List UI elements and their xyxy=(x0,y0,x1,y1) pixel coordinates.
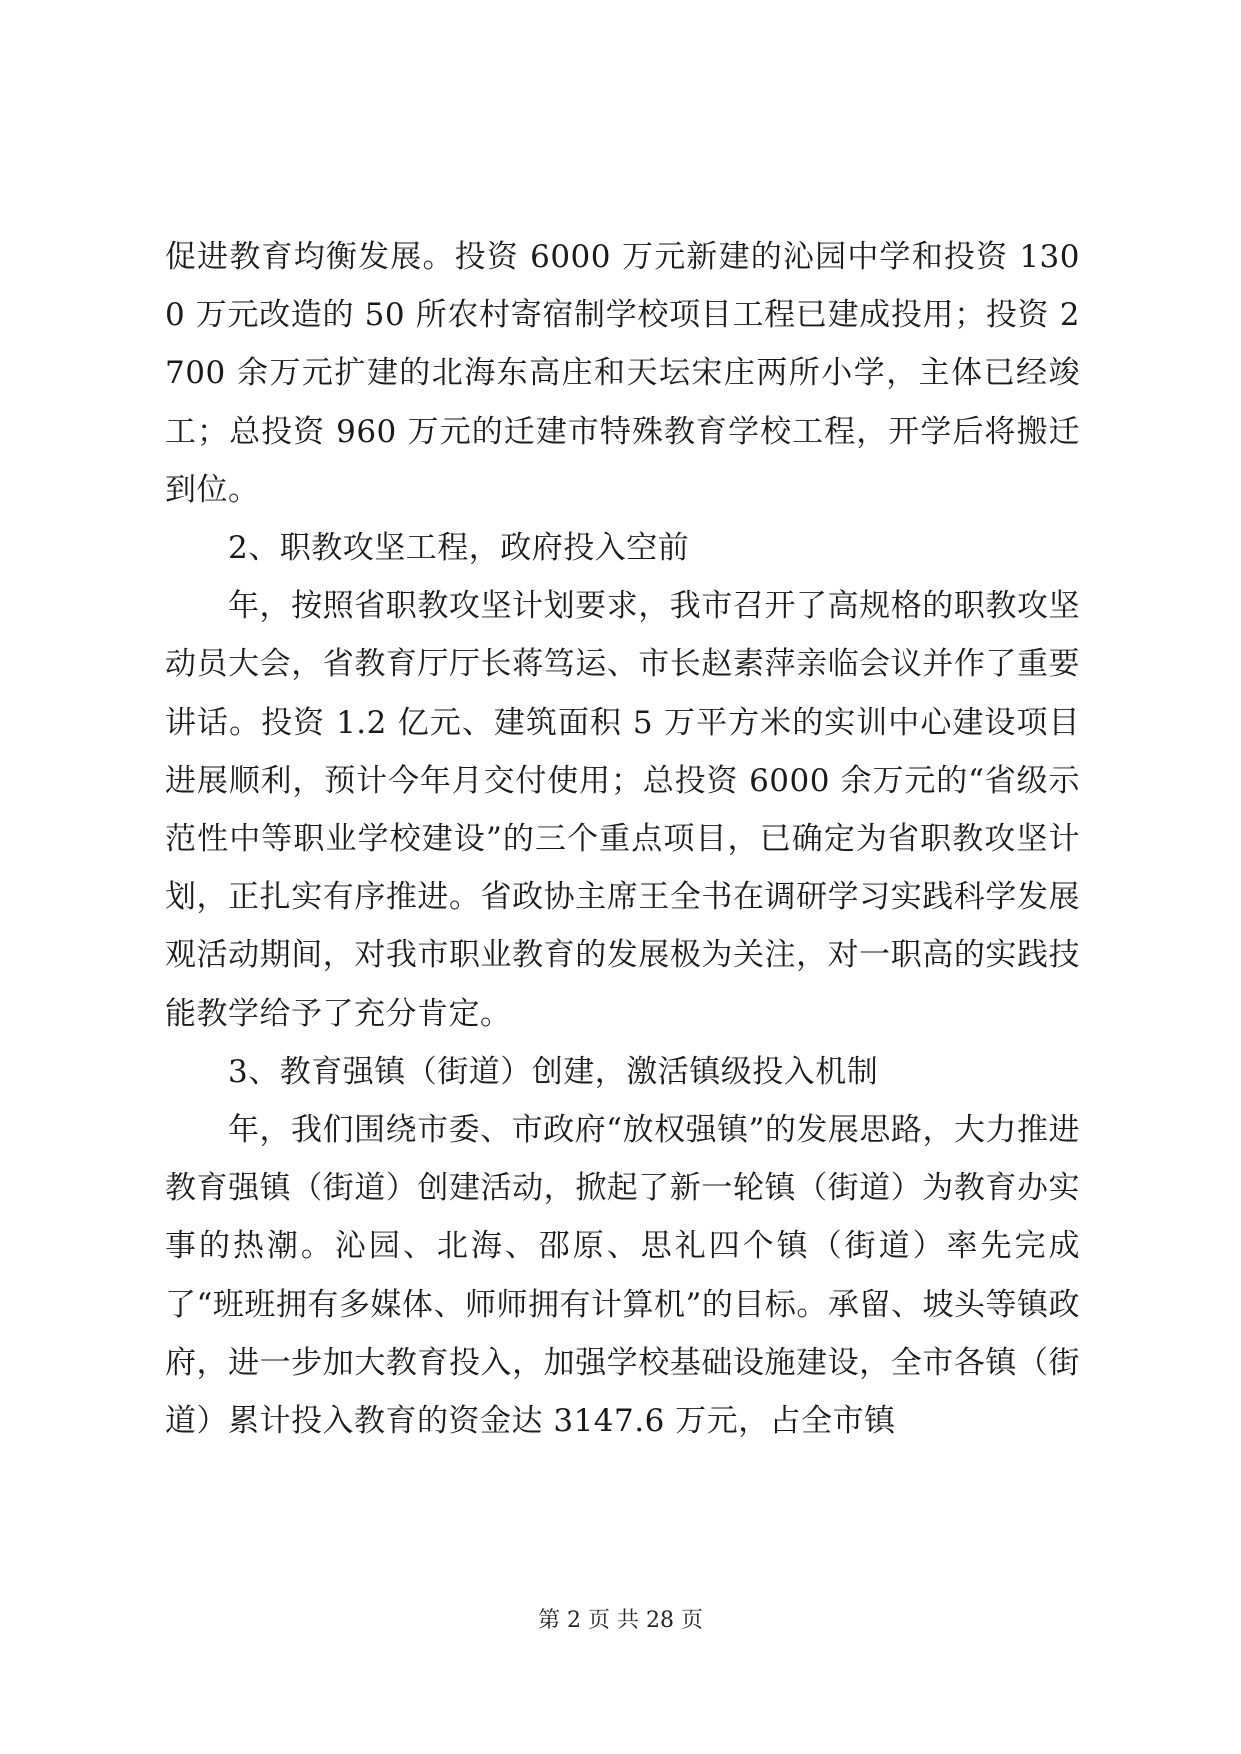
paragraph-5: 年，我们围绕市委、市政府“放权强镇”的发展思路，大力推进教育强镇（街道）创建活动，掀起了新一轮镇（街道）为教育办实事的热潮。沁园、北海、邵原、思礼四个镇（街道）率先完成了“班班拥有多媒体、师师拥有计算机”的目标。承留、坡头等镇政府，进一步加大教育投入，加强学校基础设施建设，全市各镇（街道）累计投入教育的资金达 3147.6 万元，占全市镇 xyxy=(165,1112,1080,1440)
document-body xyxy=(165,228,1080,1450)
page-footer xyxy=(0,1606,1241,1636)
page-number-label: 第 2 页 共 28 页 xyxy=(538,1608,703,1633)
paragraph-1: 促进教育均衡发展。投资 6000 万元新建的沁园中学和投资 1300 万元改造的 50 所农村寄宿制学校项目工程已建成投用；投资 2700 余万元扩建的北海东高庄和天坛宋庄两所小学，主体已经竣工；总投资 960 万元的迁建市特殊教育学校工程，开学后将搬迁到位。 xyxy=(165,239,1080,508)
paragraph-3: 年，按照省职教攻坚计划要求，我市召开了高规格的职教攻坚动员大会，省教育厅厅长蒋笃运、市长赵素萍亲临会议并作了重要讲话。投资 1.2 亿元、建筑面积 5 万平方米的实训中心建设项目进展顺利，预计今年月交付使用；总投资 6000 余万元的“省级示范性中等职业学校建设”的三个重点项目，已确定为省职教攻坚计划，正扎实有序推进。省政协主席王全书在调研学习实践科学发展观活动期间，对我市职业教育的发展极为关注，对一职高的实践技能教学给予了充分肯定。 xyxy=(165,588,1080,1032)
section-heading-2: 2、职教攻坚工程，政府投入空前 xyxy=(228,530,690,567)
section-heading-3: 3、教育强镇（街道）创建，激活镇级投入机制 xyxy=(228,1053,879,1090)
